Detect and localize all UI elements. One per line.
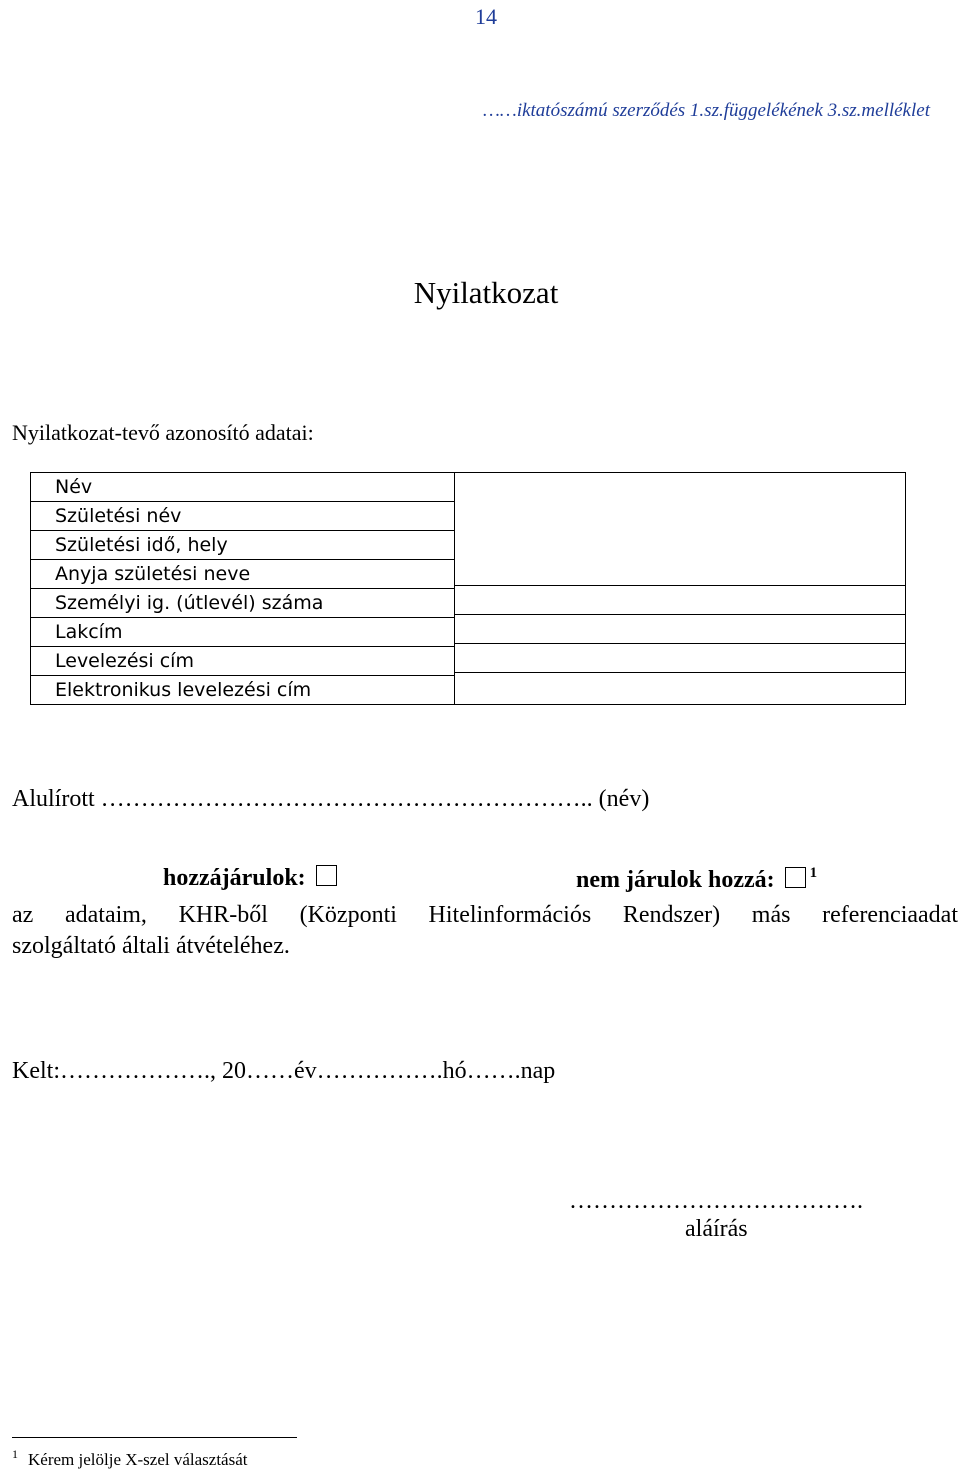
declaration-prefix: Alulírott xyxy=(12,786,95,812)
consent-yes-option xyxy=(163,865,337,892)
document-title: Nyilatkozat xyxy=(413,275,559,310)
footnote-divider xyxy=(12,1437,297,1438)
field-label-birth-name: Születési név xyxy=(31,502,454,531)
identity-section-heading: Nyilatkozat-tevő azonosító adatai: xyxy=(12,420,314,445)
signature-label: aláírás xyxy=(685,1216,748,1242)
page-number: 14 xyxy=(475,4,497,29)
field-labels-column xyxy=(31,473,455,705)
consent-yes-checkbox[interactable] xyxy=(316,865,337,886)
field-label-birth-date-place: Születési idő, hely xyxy=(31,531,454,560)
attachment-reference: ……iktatószámú szerződés 1.sz.függelékének 3.sz.melléklet xyxy=(483,100,930,121)
consent-text xyxy=(12,900,958,962)
field-value-area[interactable] xyxy=(455,473,905,557)
footnote-text: Kérem jelölje X-szel választását xyxy=(28,1450,248,1469)
signature-line[interactable]: ………………………………. xyxy=(569,1188,863,1214)
field-label-name: Név xyxy=(31,473,454,502)
footnote xyxy=(12,1447,247,1470)
field-value-area[interactable] xyxy=(455,586,905,615)
field-label-address: Lakcím xyxy=(31,618,454,647)
declaration-line xyxy=(12,786,649,813)
field-label-id-number: Személyi ig. (útlevél) száma xyxy=(31,589,454,618)
consent-yes-label: hozzájárulok: xyxy=(163,865,306,891)
declaration-name-blank[interactable]: …………………………………………………….. xyxy=(100,786,593,812)
field-label-mother-name: Anyja születési neve xyxy=(31,560,454,589)
field-label-email: Elektronikus levelezési cím xyxy=(55,679,312,701)
consent-no-label: nem járulok hozzá: xyxy=(576,867,775,893)
consent-text-line-2: szolgáltató általi átvételéhez. xyxy=(12,933,290,959)
field-value-area[interactable] xyxy=(455,615,905,644)
field-label-mailing-address: Levelezési cím xyxy=(31,647,454,676)
field-values-column xyxy=(455,473,906,705)
field-value-area[interactable] xyxy=(455,644,905,673)
field-value-area[interactable] xyxy=(455,557,905,586)
declaration-suffix: (név) xyxy=(598,786,650,812)
field-value-area[interactable] xyxy=(455,673,905,701)
consent-no-checkbox[interactable] xyxy=(785,867,806,888)
identity-data-table xyxy=(30,472,906,705)
footnote-mark: 1 xyxy=(12,1447,18,1461)
footnote-reference: 1 xyxy=(809,865,818,881)
consent-no-option xyxy=(576,865,817,894)
consent-text-line-1: az adataim, KHR-ből (Központi Hitelinformációs Rendszer) más referenciaadat xyxy=(12,902,958,928)
date-line[interactable]: Kelt:………………., 20……év…………….hó…….nap xyxy=(12,1058,556,1084)
